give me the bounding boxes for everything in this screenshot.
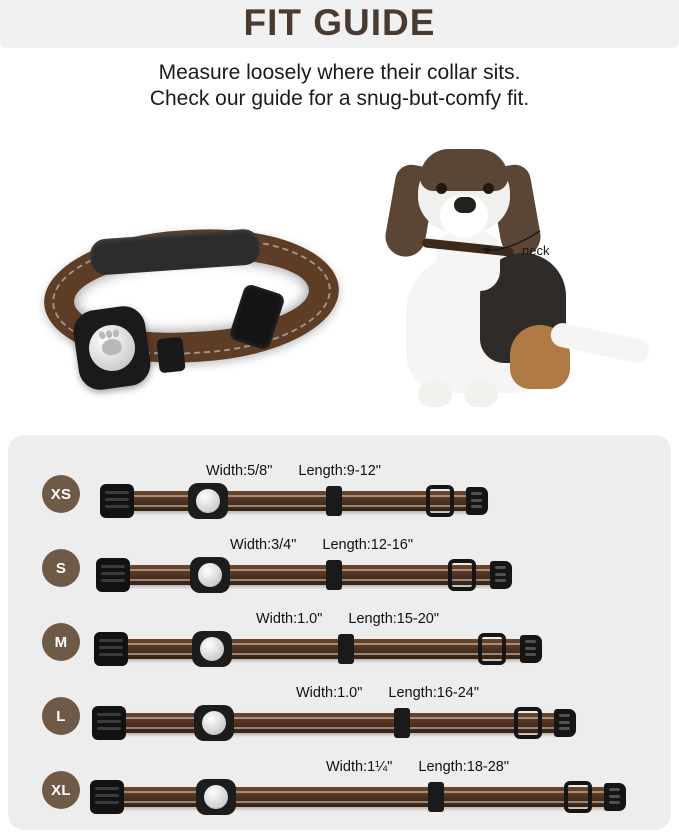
size-badge: M (42, 623, 80, 661)
strap-tip (520, 635, 542, 663)
strap-airtag-mount (188, 483, 228, 519)
strap-buckle (96, 558, 130, 592)
size-width: Width:1.0" (296, 685, 363, 701)
subtitle-line-1: Measure loosely where their collar sits. (158, 61, 521, 84)
strap-airtag-mount (190, 557, 230, 593)
table-row (8, 531, 671, 605)
size-dimensions (256, 611, 439, 627)
collar-strap (94, 787, 624, 807)
paw-icon (101, 338, 123, 357)
strap-tip (490, 561, 512, 589)
hero-section (0, 125, 679, 430)
strap-slider (326, 486, 342, 516)
strap-airtag-mount (192, 631, 232, 667)
size-width: Width:5/8" (206, 463, 273, 479)
strap-slider (394, 708, 410, 738)
airtag-holder (71, 303, 153, 392)
size-length: Length:16-24" (388, 685, 480, 701)
size-badge: XS (42, 475, 80, 513)
size-chart-panel (8, 435, 671, 830)
strap-buckle (92, 706, 126, 740)
strap-slider (338, 634, 354, 664)
size-dimensions (206, 463, 381, 479)
strap-airtag-mount (196, 779, 236, 815)
dog-front-paw-right (464, 381, 498, 407)
strap-d-ring (514, 707, 542, 739)
collar-slider (156, 337, 185, 374)
strap-buckle (94, 632, 128, 666)
strap-buckle (90, 780, 124, 814)
size-width: Width:1¼" (326, 759, 393, 775)
airtag-disc (86, 322, 138, 374)
dog-front-paw-left (418, 381, 452, 407)
size-width: Width:1.0" (256, 611, 323, 627)
strap-tip (554, 709, 576, 737)
size-badge: L (42, 697, 80, 735)
neck-label: neck (522, 243, 550, 258)
page-title: FIT GUIDE (243, 2, 436, 43)
table-row (8, 605, 671, 679)
collar-strap (98, 639, 540, 659)
strap-tip (604, 783, 626, 811)
dog-eye-right (483, 183, 494, 194)
size-width: Width:3/4" (230, 537, 297, 553)
subtitle (0, 60, 679, 112)
size-dimensions (230, 537, 413, 553)
size-length: Length:9-12" (298, 463, 381, 479)
strap-slider (428, 782, 444, 812)
size-dimensions (326, 759, 509, 775)
dog-image (360, 135, 660, 430)
collar-strap (96, 713, 574, 733)
table-row (8, 679, 671, 753)
strap-tip (466, 487, 488, 515)
strap-d-ring (478, 633, 506, 665)
strap-slider (326, 560, 342, 590)
size-badge: S (42, 549, 80, 587)
size-badge: XL (42, 771, 80, 809)
strap-d-ring (448, 559, 476, 591)
collar-product-image (38, 230, 358, 375)
strap-airtag-mount (194, 705, 234, 741)
size-dimensions (296, 685, 479, 701)
dog-nose (454, 197, 476, 213)
strap-d-ring (426, 485, 454, 517)
dog-eye-left (436, 183, 447, 194)
table-row (8, 457, 671, 531)
size-length: Length:18-28" (418, 759, 510, 775)
dog-head-marking (420, 149, 508, 191)
strap-buckle (100, 484, 134, 518)
strap-d-ring (564, 781, 592, 813)
subtitle-line-2: Check our guide for a snug-but-comfy fit. (149, 87, 530, 110)
table-row (8, 753, 671, 827)
size-length: Length:12-16" (322, 537, 414, 553)
size-length: Length:15-20" (348, 611, 440, 627)
